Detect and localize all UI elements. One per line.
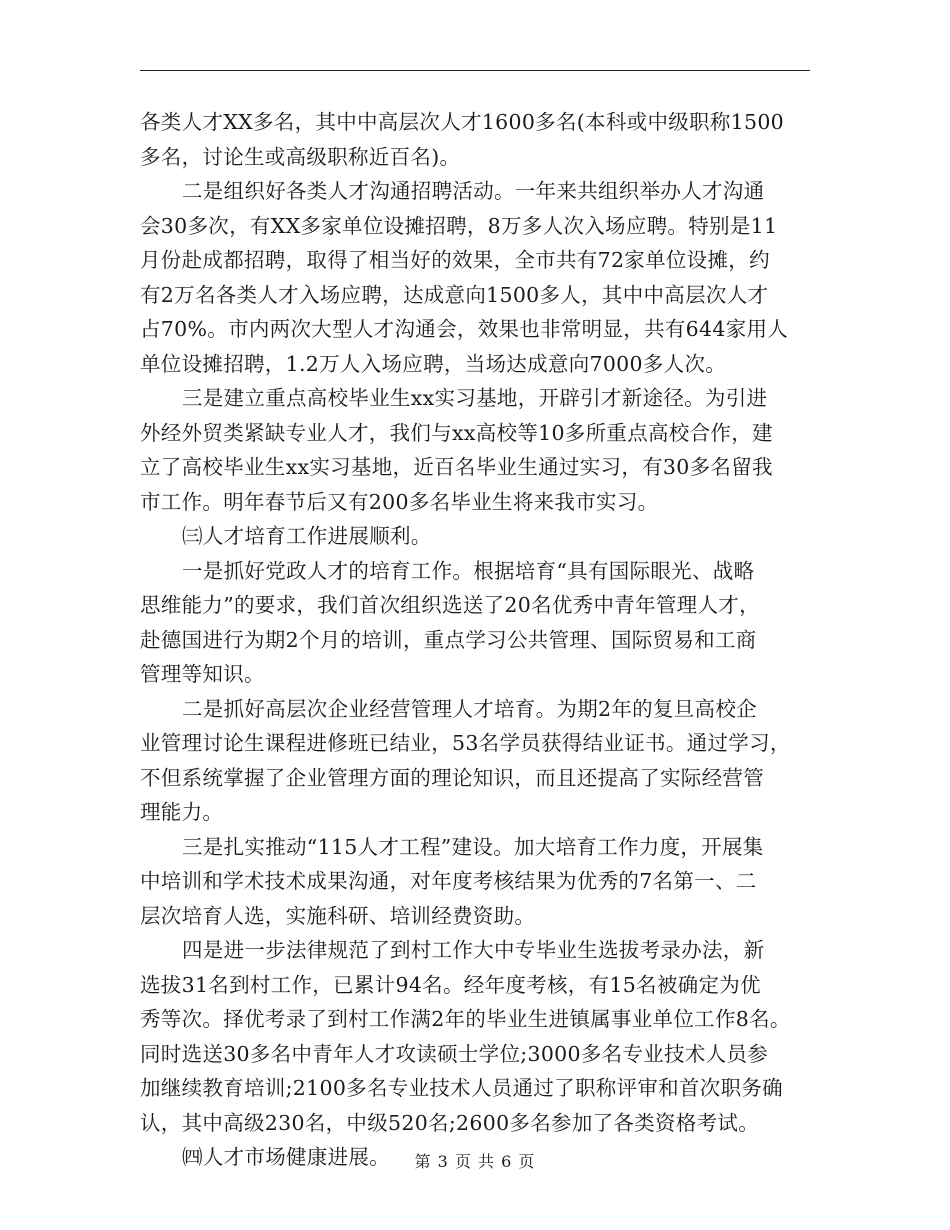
paragraph-first-line: 一是抓好党政人才的培育工作。根据培育“具有国际眼光、战略 [182,558,755,583]
paragraph-first-line: 四是进一步法律规范了到村工作大中专毕业生选拔考录办法，新 [182,938,765,962]
paragraph-line: 业管理讨论生课程进修班已结业，53名学员获得结业证书。通过学习， [140,731,791,755]
paragraph-line: 多名，讨论生或高级职称近百名)。 [140,144,461,169]
header-rule [140,70,810,71]
paragraph-line: 不但系统掌握了企业管理方面的理论知识，而且还提高了实际经营管 [140,765,764,790]
document-body [140,105,830,1175]
paragraph-line: 立了高校毕业生xx实习基地，近百名毕业生通过实习，有30多名留我 [140,455,773,479]
paragraph-first-line: 二是抓好高层次企业经营管理人才培育。为期2年的复旦高校企 [182,696,757,721]
paragraph-first-line: ㈣人才市场健康进展。 [182,1145,390,1169]
page-footer: 第 3 页 共 6 页 [414,1152,536,1171]
paragraph-line: 会30多次，有XX多家单位设摊招聘，8万多人次入场应聘。特别是11 [140,213,778,238]
paragraph-line: 占70%。市内两次大型人才沟通会，效果也非常明显，共有644家用人 [140,317,789,341]
paragraph-line: 管理等知识。 [140,662,265,686]
paragraph-line: 同时选送30多名中青年人才攻读硕士学位;3000多名专业技术人员参 [140,1041,769,1066]
paragraph-line: 思维能力”的要求，我们首次组织选送了20名优秀中青年管理人才， [140,593,760,617]
paragraph-first-line: 三是扎实推动“115人才工程”建设。加大培育工作力度，开展集 [182,834,764,859]
paragraph-line: 层次培育人选，实施科研、培训经费资助。 [140,903,536,928]
paragraph-line: 理能力。 [140,800,224,824]
paragraph-line: 秀等次。择优考录了到村工作满2年的毕业生进镇属事业单位工作8名。 [140,1007,791,1031]
paragraph-line: 月份赴成都招聘，取得了相当好的效果，全市共有72家单位设摊，约 [140,248,770,272]
paragraph-line: 市工作。明年春节后又有200多名毕业生将来我市实习。 [140,489,659,514]
paragraph-line: 外经外贸类紧缺专业人才，我们与xx高校等10多所重点高校合作，建 [140,420,773,445]
paragraph-line: 选拔31名到村工作，已累计94名。经年度考核，有15名被确定为优 [140,972,761,997]
paragraph-line: 各类人才XX多名，其中中高层次人才1600多名(本科或中级职称1500 [140,110,785,134]
paragraph-first-line: 三是建立重点高校毕业生xx实习基地，开辟引才新途径。为引进 [182,386,768,410]
paragraph-line: 单位设摊招聘，1.2万人入场应聘，当场达成意向7000多人次。 [140,351,727,376]
paragraph-line: 加继续教育培训;2100多名专业技术人员通过了职称评审和首次职务确 [140,1076,783,1100]
paragraph-first-line: 二是组织好各类人才沟通招聘活动。一年来共组织举办人才沟通 [182,179,765,203]
paragraph-first-line: ㈢人才培育工作进展顺利。 [182,524,432,548]
paragraph-line: 中培训和学术技术成果沟通，对年度考核结果为优秀的7名第一、二 [140,869,757,893]
paragraph-line: 赴德国进行为期2个月的培训，重点学习公共管理、国际贸易和工商 [140,627,757,652]
paragraph-line: 认，其中高级230名，中级520名;2600多名参加了各类资格考试。 [140,1110,760,1135]
paragraph-line: 有2万名各类人才入场应聘，达成意向1500多人，其中中高层次人才 [140,282,769,307]
